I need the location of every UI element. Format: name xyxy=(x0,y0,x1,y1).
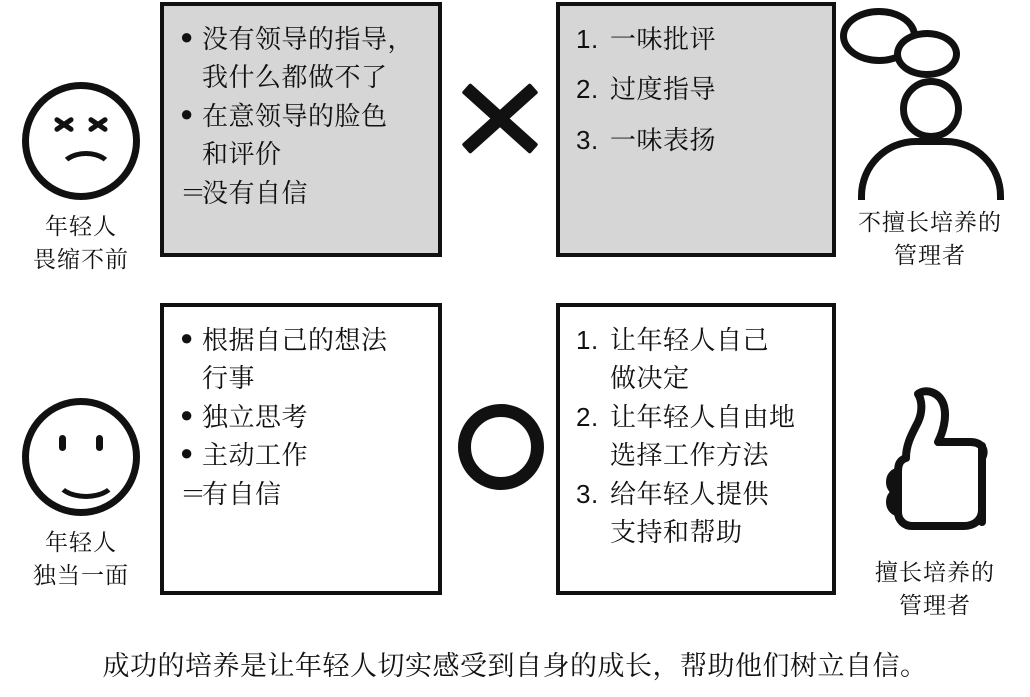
equals-marker: ＝ xyxy=(180,177,207,208)
left-eye-x-icon xyxy=(51,111,77,137)
bullet-marker: ● xyxy=(180,440,194,466)
bullet-text: 独立思考 xyxy=(202,401,309,432)
numbered-item-cont xyxy=(576,359,816,397)
smile-mouth-icon xyxy=(54,457,118,499)
bullet-item xyxy=(180,97,422,135)
item-number: 1. xyxy=(576,325,599,355)
item-number: 2. xyxy=(576,401,599,432)
bullet-item xyxy=(180,20,422,58)
frown-mouth-icon xyxy=(58,151,114,191)
bullet-text-cont: 我什么都做不了 xyxy=(202,62,388,93)
numbered-item-cont xyxy=(576,513,816,551)
item-text-cont: 选择工作方法 xyxy=(610,440,770,471)
left-eye-icon xyxy=(59,435,66,451)
bullet-marker: ● xyxy=(180,24,194,49)
item-text-cont: 做决定 xyxy=(610,363,690,394)
item-text: 让年轻人自己 xyxy=(610,325,770,355)
right-eye-x-icon xyxy=(85,111,111,137)
person-body-icon xyxy=(858,138,1004,200)
bullet-marker: ● xyxy=(180,325,194,350)
item-number: 2. xyxy=(576,74,599,105)
conclusion-line xyxy=(180,475,422,513)
bullet-text: 根据自己的想法 xyxy=(202,325,388,355)
smiling-face-icon xyxy=(22,398,140,516)
conclusion-line xyxy=(180,174,422,212)
bullet-item xyxy=(180,398,422,436)
numbered-item xyxy=(576,475,816,513)
bullet-item-cont xyxy=(180,135,422,173)
bullet-marker: ● xyxy=(180,100,194,126)
persona-young-employee-timid xyxy=(6,82,156,275)
top-actions-box xyxy=(556,2,836,257)
circle-mark-icon xyxy=(452,398,552,498)
bullet-item-cont xyxy=(180,359,422,397)
person-head-icon xyxy=(900,78,962,140)
numbered-item-cont xyxy=(576,436,816,474)
item-number: 3. xyxy=(576,124,599,155)
bullet-marker: ● xyxy=(180,401,194,427)
numbered-item xyxy=(576,20,816,58)
equals-marker: ＝ xyxy=(180,478,207,509)
item-number: 3. xyxy=(576,478,599,509)
persona-caption: 年轻人 独当一面 xyxy=(33,529,129,588)
bullet-text: 主动工作 xyxy=(202,440,309,471)
bullet-item xyxy=(180,321,422,359)
right-eye-icon xyxy=(96,435,103,451)
thumbs-up-svg xyxy=(850,380,1020,550)
bullet-text-cont: 和评价 xyxy=(202,139,282,170)
item-text: 一味批评 xyxy=(610,24,717,54)
footer-summary: 成功的培养是让年轻人切实感受到自身的成长，帮助他们树立自信。 xyxy=(102,651,928,681)
manager-caption: 不擅长培养的 管理者 xyxy=(858,209,1002,268)
thumbs-up-icon xyxy=(850,380,1020,550)
item-text: 给年轻人提供 xyxy=(610,478,770,509)
item-number: 1. xyxy=(576,24,599,54)
item-text-cont: 支持和帮助 xyxy=(610,517,743,548)
conclusion-text: 有自信 xyxy=(202,478,282,509)
manager-caption: 擅长培养的 管理者 xyxy=(875,559,995,618)
bullet-text: 没有领导的指导， xyxy=(202,24,415,54)
item-text: 过度指导 xyxy=(610,74,717,105)
cross-mark-icon xyxy=(450,68,550,168)
persona-young-employee-confident xyxy=(6,398,156,591)
bullet-text: 在意领导的脸色 xyxy=(202,100,388,131)
top-traits-box xyxy=(160,2,442,257)
manager-poor-developer xyxy=(830,0,1030,271)
bullet-text-cont: 行事 xyxy=(202,363,256,394)
circle-stroke xyxy=(458,404,544,490)
bottom-actions-box xyxy=(556,303,836,595)
numbered-item xyxy=(576,70,816,108)
item-text: 一味表扬 xyxy=(610,124,717,155)
numbered-item xyxy=(576,398,816,436)
persona-caption: 年轻人 畏缩不前 xyxy=(33,213,129,272)
speech-bubble-small-icon xyxy=(894,30,960,78)
conclusion-text: 没有自信 xyxy=(202,177,309,208)
numbered-item xyxy=(576,121,816,159)
manager-good-developer xyxy=(835,380,1030,621)
bottom-traits-box xyxy=(160,303,442,595)
bullet-item xyxy=(180,436,422,474)
numbered-item xyxy=(576,321,816,359)
talking-person-icon xyxy=(838,0,1023,200)
sad-face-icon xyxy=(22,82,140,200)
bullet-item-cont xyxy=(180,58,422,96)
item-text: 让年轻人自由地 xyxy=(610,401,796,432)
